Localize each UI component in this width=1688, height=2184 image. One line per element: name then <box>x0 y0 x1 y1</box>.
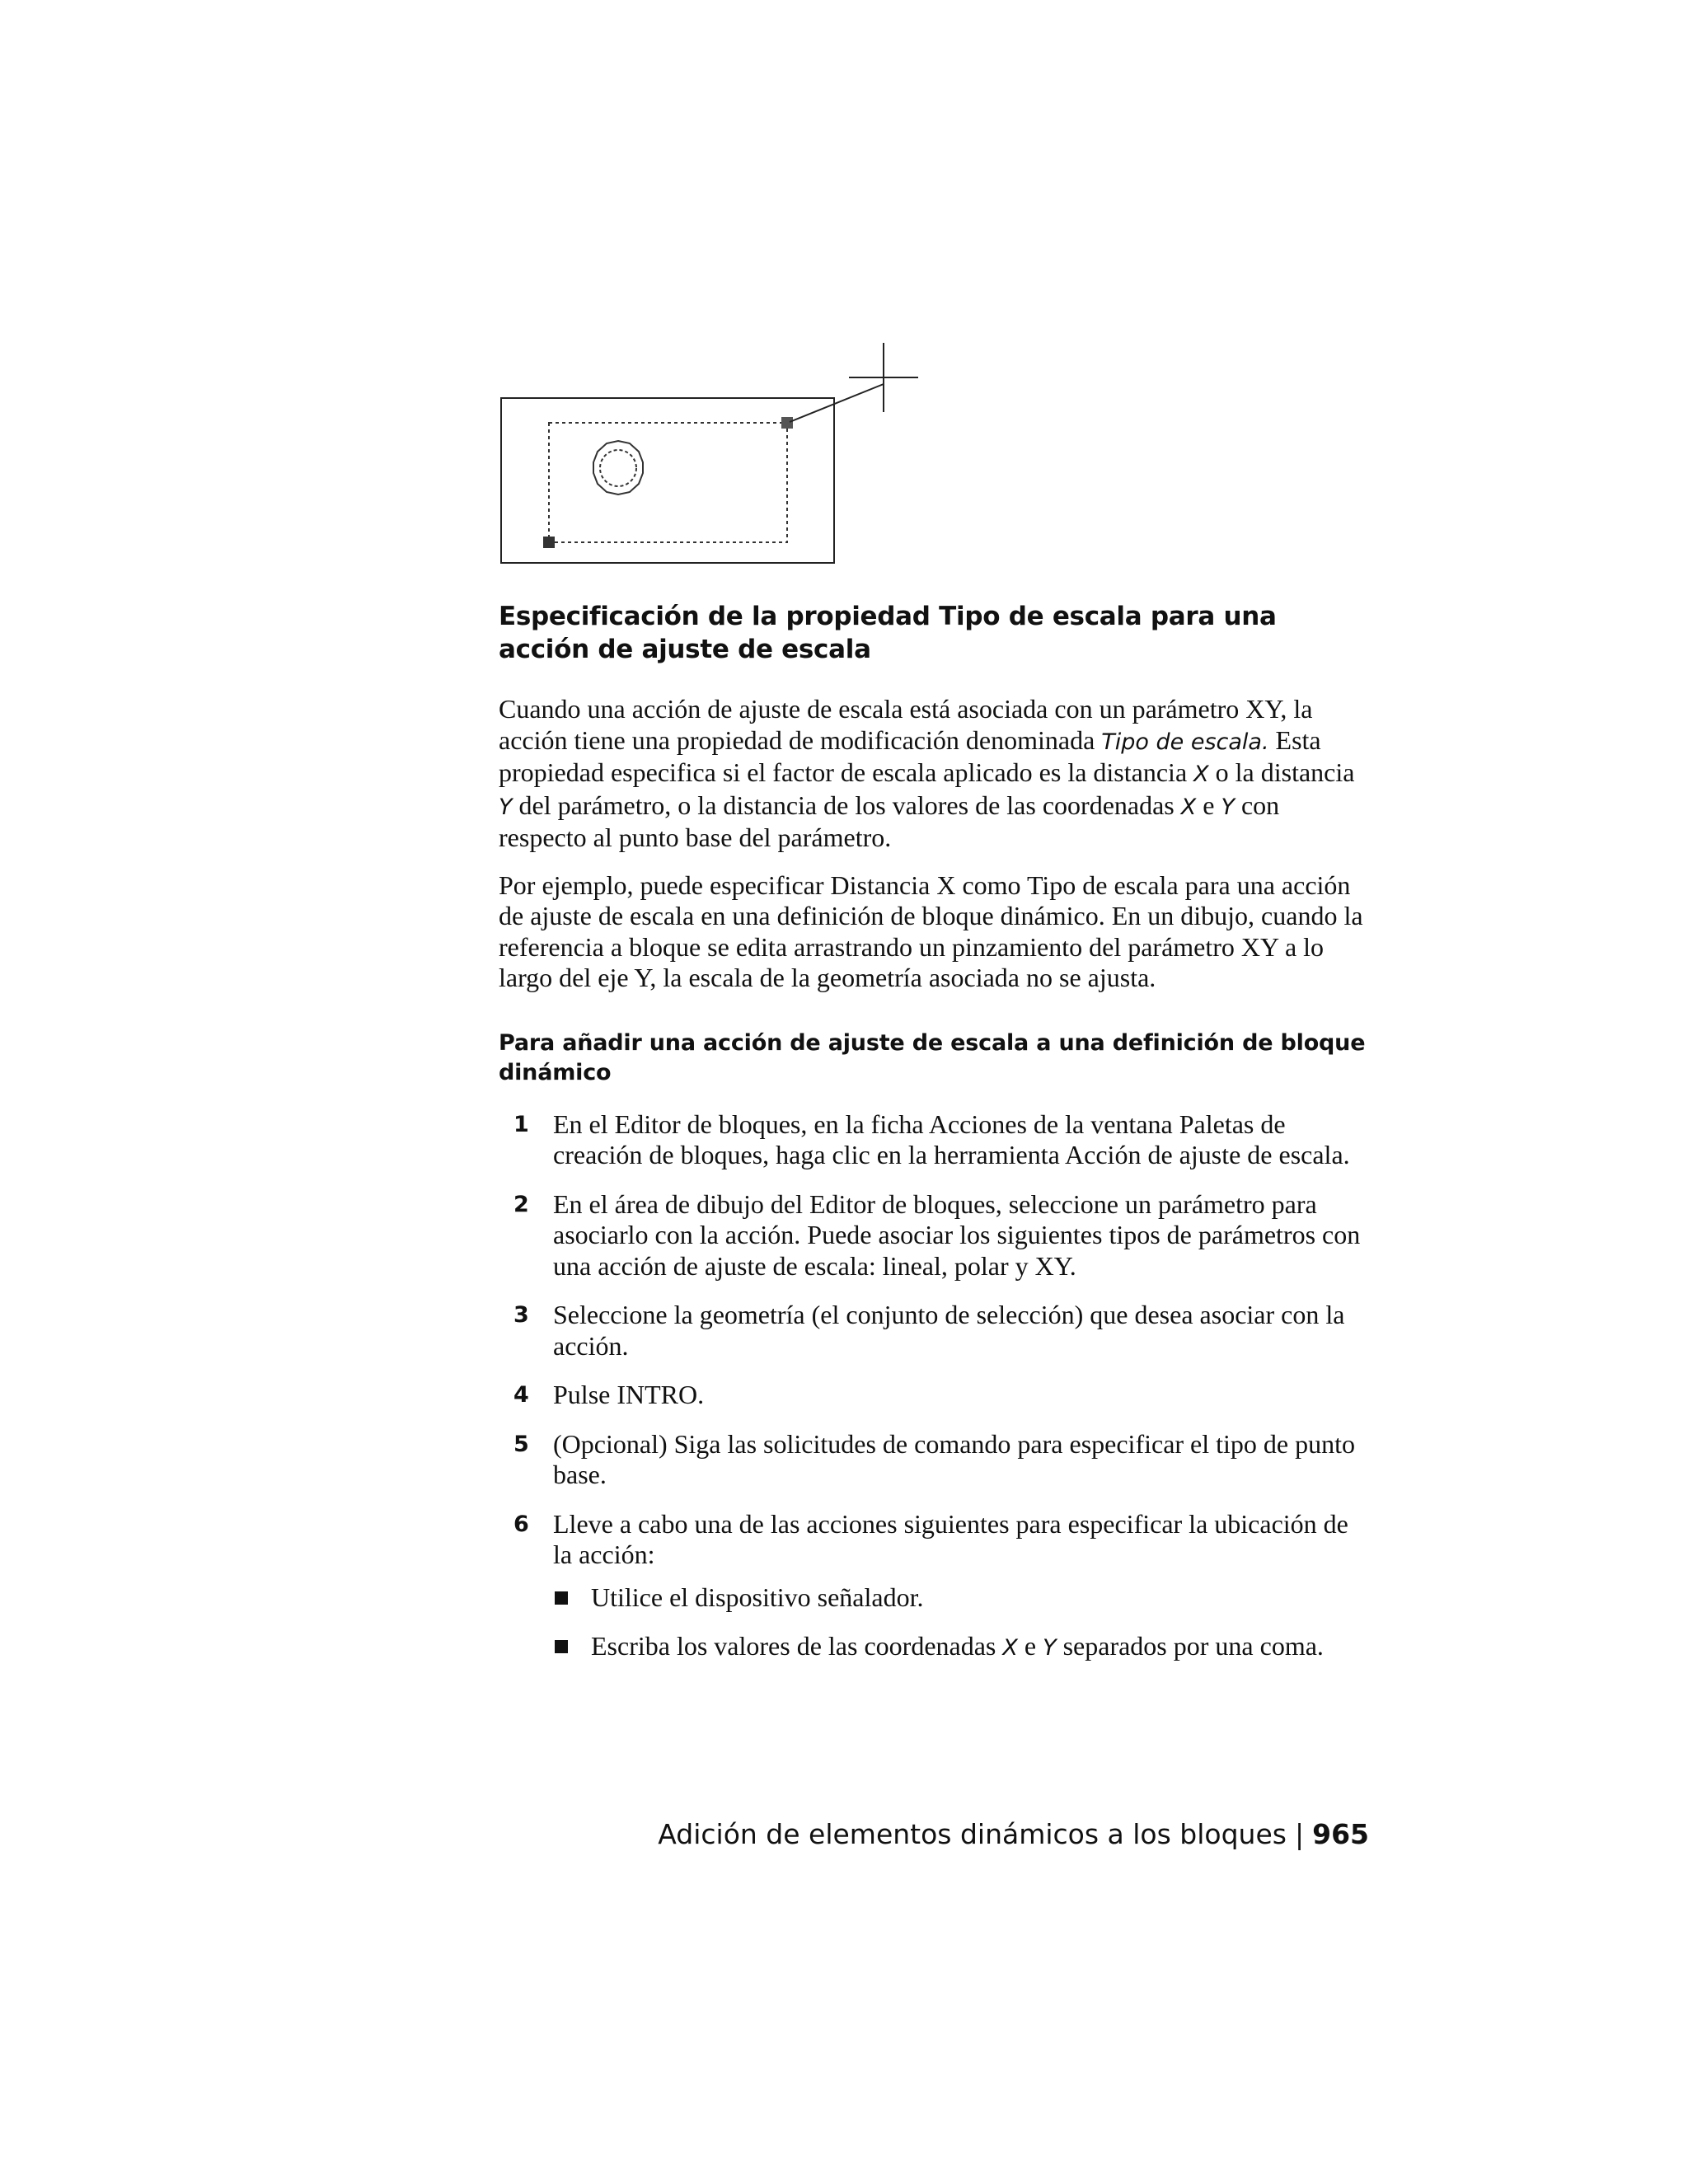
paragraph-text: del parámetro, o la distancia de los valores de las coordenadas <box>512 790 1181 820</box>
bullet-text: separados por una coma. <box>1056 1631 1324 1661</box>
square-bullet-icon <box>555 1591 568 1605</box>
grip-bottom-left <box>543 537 555 548</box>
step-number: 5 <box>513 1431 529 1457</box>
footer-title: Adición de elementos dinámicos a los bloques <box>658 1818 1287 1850</box>
bullet-text: Escriba los valores de las coordenadas <box>591 1631 1003 1661</box>
page-content <box>499 600 1372 1682</box>
step-text: Lleve a cabo una de las acciones siguientes para especificar la ubicación de la acción: <box>553 1508 1348 1569</box>
procedure-step <box>499 1300 1372 1361</box>
bullet-item <box>553 1631 1372 1664</box>
step-text: Seleccione la geometría (el conjunto de selección) que desea asociar con la acción. <box>553 1300 1345 1361</box>
paragraph-text: con respecto al punto base del parámetro. <box>499 790 1280 852</box>
paragraph-text: Cuando una acción de ajuste de escala está asociada con un parámetro XY, la acción tiene una propiedad de modificación denominada <box>499 694 1313 755</box>
step-number: 3 <box>513 1302 529 1328</box>
procedure-step <box>499 1509 1372 1664</box>
bullet-italic-x: X <box>1002 1635 1018 1661</box>
grip-top-right <box>781 417 793 429</box>
parameter-dashed-box <box>549 423 787 542</box>
paragraph-text: o la distancia <box>1208 757 1355 787</box>
paragraph-italic-x: X <box>1193 762 1209 787</box>
footer-separator: | <box>1294 1818 1305 1850</box>
bullet-text: e <box>1017 1631 1043 1661</box>
page-number: 965 <box>1312 1818 1369 1850</box>
inner-circle <box>600 450 636 486</box>
bullet-item <box>553 1582 1372 1614</box>
procedure-step <box>499 1109 1372 1171</box>
step-number: 4 <box>513 1382 529 1408</box>
paragraph-italic-y: Y <box>499 794 513 820</box>
paragraph-text: Esta propiedad especifica si el factor de escala aplicado es la distancia <box>499 724 1321 787</box>
procedure-step <box>499 1380 1372 1411</box>
square-bullet-icon <box>555 1640 568 1653</box>
procedure-step <box>499 1189 1372 1282</box>
paragraph-italic-term: Tipo de escala. <box>1101 729 1269 755</box>
paragraph-italic-y: Y <box>1221 794 1235 820</box>
paragraph-italic-x: X <box>1180 794 1197 820</box>
step-number: 2 <box>513 1191 529 1217</box>
step-text: En el Editor de bloques, en la ficha Acciones de la ventana Paletas de creación de bloques, haga clic en la herramienta Acción de ajuste de escala. <box>553 1108 1350 1169</box>
paragraph-example: Por ejemplo, puede especificar Distancia X como Tipo de escala para una acción de ajuste de escala en una definición de bloque dinámico. En un dibujo, cuando la referencia a bloque se edita arrastrando un pinzamiento del parámetro XY a lo largo del eje Y, la escala de la geometría asociada no se ajusta. <box>499 869 1363 992</box>
bullet-text: Utilice el dispositivo señalador. <box>591 1582 924 1612</box>
figure-scale-action <box>495 338 940 577</box>
procedure-title: Para añadir una acción de ajuste de escala a una definición de bloque dinámico <box>499 1029 1366 1085</box>
drag-line <box>790 384 884 422</box>
step-text: Pulse INTRO. <box>553 1380 705 1409</box>
section-heading: Especificación de la propiedad Tipo de escala para una acción de ajuste de escala <box>499 602 1277 664</box>
bullet-italic-y: Y <box>1043 1635 1057 1661</box>
step-number: 6 <box>513 1511 529 1537</box>
scale-action-diagram <box>495 338 940 577</box>
paragraph-text: e <box>1196 790 1221 820</box>
page-footer <box>658 1818 1369 1851</box>
step-text: (Opcional) Siga las solicitudes de comando para especificar el tipo de punto base. <box>553 1428 1356 1489</box>
step-text: En el área de dibujo del Editor de bloques, seleccione un parámetro para asociarlo con la acción. Puede asociar los siguientes tipos de parámetros con una acción de ajuste de escala: lineal, polar y XY. <box>553 1188 1361 1281</box>
paragraph-scale-type <box>499 694 1372 854</box>
procedure-step <box>499 1429 1372 1491</box>
step-number: 1 <box>513 1111 529 1137</box>
